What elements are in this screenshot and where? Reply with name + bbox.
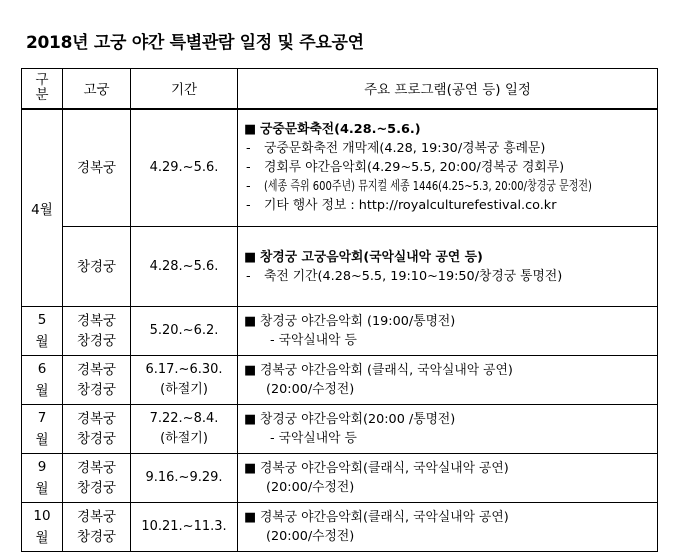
bullet-icon: ■: [244, 412, 257, 427]
period-text: (하절기): [160, 382, 208, 397]
program-text: 창경궁 야간음악회(20:00 /통명전): [260, 412, 456, 427]
program-text: 경복궁 야간음악회(클래식, 국악실내악 공연): [260, 510, 509, 525]
program-text: 기타 행사 정보 : http://royalculturefestival.co.kr: [264, 198, 557, 214]
program-line: [244, 158, 657, 177]
program-text: 경회루 야간음악회(4.29~5.5, 20:00/경복궁 경회루): [264, 160, 565, 176]
program-line: [244, 312, 657, 331]
header-division-bottom: 분: [35, 87, 49, 104]
program-text: 경복궁 야간음악회(클래식, 국악실내악 공연): [260, 461, 509, 476]
program-text: 궁중문화축전(4.28.~5.6.): [260, 122, 421, 138]
program-text: (20:00/수정전): [266, 382, 355, 397]
program-line: [244, 410, 657, 429]
month-cell: [22, 307, 63, 356]
header-division: [22, 69, 63, 109]
program-line: [244, 459, 657, 478]
month-cell: [22, 454, 63, 503]
table-row: [22, 503, 658, 552]
program-cell: [238, 454, 658, 503]
program-text: 궁중문화축전 개막제(4.28, 19:30/경복궁 흥례문): [264, 141, 546, 157]
palace-cell: [63, 503, 131, 552]
program-line: [244, 139, 657, 158]
program-line: [244, 380, 657, 399]
program-text: (20:00/수정전): [266, 529, 355, 544]
page-title: 2018년 고궁 야간 특별관람 일정 및 주요공연: [26, 33, 364, 53]
period-text: 10.21.~11.3.: [141, 519, 227, 534]
table-row: [22, 454, 658, 503]
month-text: 5: [37, 312, 47, 328]
program-cell: [238, 109, 658, 227]
period-cell: [131, 307, 238, 356]
period-cell: [131, 405, 238, 454]
month-cell: [22, 356, 63, 405]
program-line: [244, 248, 657, 267]
program-line: [244, 120, 657, 139]
palace-name: 경복궁: [76, 460, 117, 476]
program-text: 경복궁 야간음악회 (클래식, 국악실내악 공연): [260, 363, 513, 378]
program-line: [244, 527, 657, 546]
period-text: 9.16.~9.29.: [145, 470, 223, 485]
dash-mark: -: [246, 160, 251, 176]
period-text: 7.22.~8.4.: [149, 411, 219, 426]
header-row: [22, 69, 658, 109]
program-text: - 국악실내악 등: [270, 431, 357, 446]
bullet-icon: ■: [244, 122, 257, 138]
dash-mark: -: [246, 198, 251, 214]
month-text: 월: [35, 432, 49, 448]
period-cell: 4.28.~5.6.: [131, 227, 238, 307]
palace-cell: [63, 356, 131, 405]
palace-name: 경복궁: [76, 509, 117, 525]
program-line: [244, 429, 657, 448]
period-text: (하절기): [160, 431, 208, 446]
month-text: 월: [35, 334, 49, 350]
header-division-top: 구: [35, 72, 49, 89]
palace-name: 창경궁: [76, 382, 117, 398]
header-period: 기간: [131, 69, 238, 109]
schedule-body: [22, 109, 658, 552]
month-cell: [22, 405, 63, 454]
program-line: [244, 267, 657, 286]
program-line: [244, 361, 657, 380]
palace-cell: [63, 307, 131, 356]
period-text: 5.20.~6.2.: [149, 323, 219, 338]
period-cell: [131, 454, 238, 503]
program-cell: [238, 356, 658, 405]
program-cell: [238, 227, 658, 307]
month-text: 9: [37, 459, 47, 475]
month-text: 월: [35, 530, 49, 546]
month-text: 7: [37, 410, 47, 426]
palace-name: 창경궁: [76, 333, 117, 349]
period-cell: [131, 503, 238, 552]
palace-name: 창경궁: [76, 529, 117, 545]
month-text: 6: [37, 361, 47, 377]
palace-cell: 창경궁: [63, 227, 131, 307]
program-text: 축전 기간(4.28~5.5, 19:10~19:50/창경궁 통명전): [264, 268, 563, 284]
schedule-table: [21, 68, 658, 552]
program-text: 창경궁 야간음악회 (19:00/통명전): [260, 314, 456, 329]
table-row: [22, 356, 658, 405]
palace-cell: 경복궁: [63, 109, 131, 227]
bullet-icon: ■: [244, 314, 257, 329]
program-text: - 국악실내악 등: [270, 333, 357, 348]
month-cell: [22, 503, 63, 552]
bullet-icon: ■: [244, 249, 257, 265]
palace-name: 창경궁: [76, 480, 117, 496]
palace-name: 경복궁: [76, 411, 117, 427]
palace-cell: [63, 454, 131, 503]
header-palace: 고궁: [63, 69, 131, 109]
month-cell: 4월: [22, 109, 63, 307]
dash-mark: -: [246, 141, 251, 157]
program-cell: [238, 307, 658, 356]
period-text: 6.17.~6.30.: [145, 362, 223, 377]
program-text: 창경궁 고궁음악회(국악실내악 공연 등): [260, 249, 483, 265]
program-line: [244, 331, 657, 350]
program-line: [244, 478, 657, 497]
table-row: [22, 109, 658, 227]
month-text: 월: [35, 383, 49, 399]
program-line: [244, 508, 657, 527]
palace-name: 창경궁: [76, 431, 117, 447]
table-row: [22, 227, 658, 307]
bullet-icon: ■: [244, 510, 257, 525]
bullet-icon: ■: [244, 461, 257, 476]
header-program: 주요 프로그램(공연 등) 일정: [238, 69, 658, 109]
period-cell: 4.29.~5.6.: [131, 109, 238, 227]
month-text: 월: [35, 481, 49, 497]
program-text: (세종 즉위 600주년) 뮤지컬 세종 1446(4.25~5.3, 20:00/창경궁 문정전): [264, 179, 592, 195]
table-row: [22, 405, 658, 454]
palace-name: 경복궁: [76, 313, 117, 329]
bullet-icon: ■: [244, 363, 257, 378]
program-cell: [238, 405, 658, 454]
dash-mark: -: [246, 268, 251, 284]
table-row: [22, 307, 658, 356]
palace-cell: [63, 405, 131, 454]
program-line: [244, 196, 657, 215]
month-text: 10: [33, 508, 51, 524]
program-text: (20:00/수정전): [266, 480, 355, 495]
dash-mark: -: [246, 179, 251, 195]
program-cell: [238, 503, 658, 552]
palace-name: 경복궁: [76, 362, 117, 378]
program-line: [244, 177, 657, 196]
period-cell: [131, 356, 238, 405]
